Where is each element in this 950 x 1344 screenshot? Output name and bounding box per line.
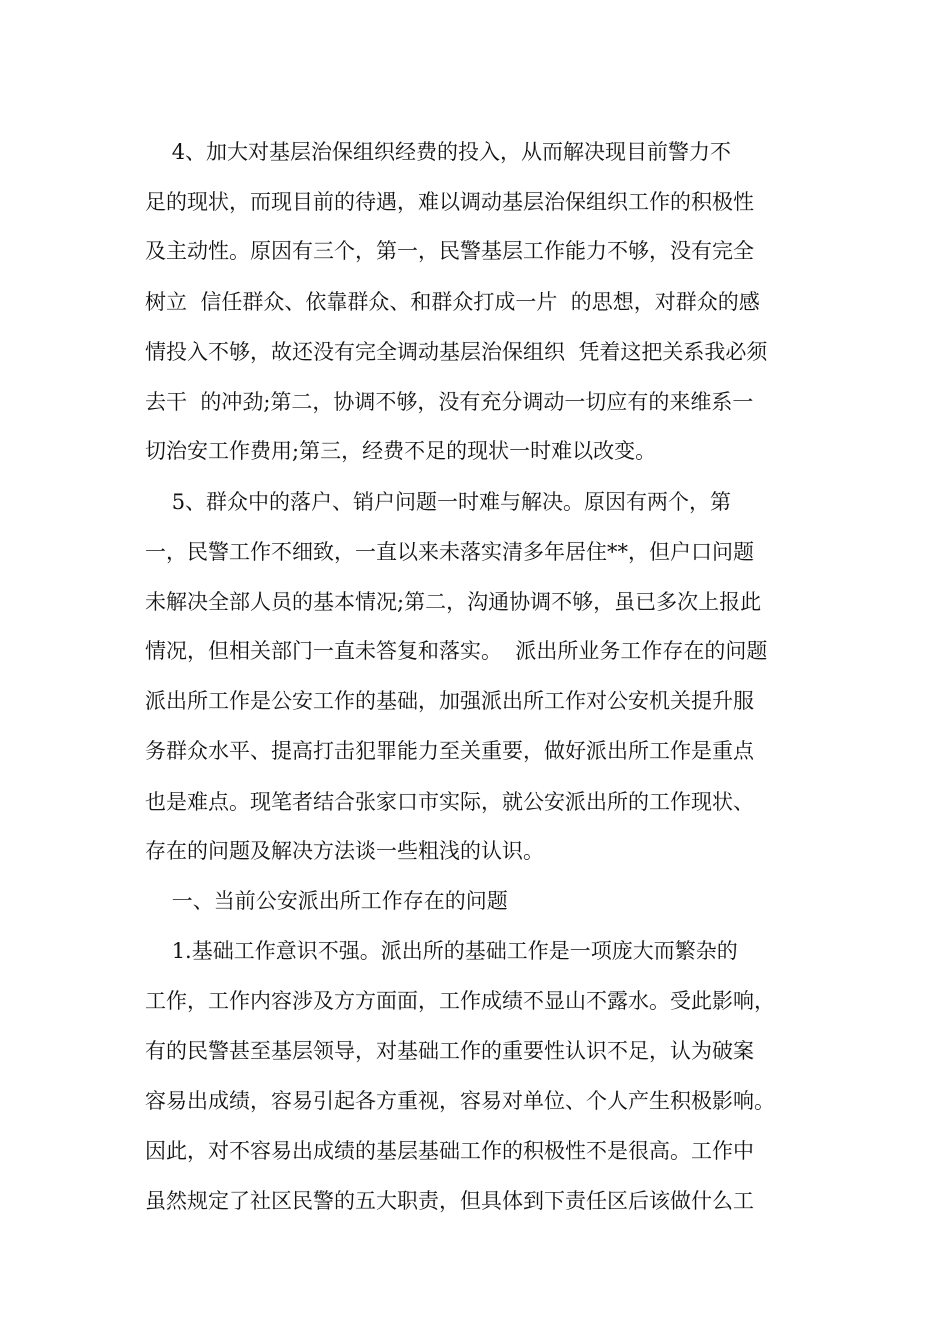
text-line: 切治安工作费用;第三，经费不足的现状一时难以改变。 xyxy=(145,439,657,463)
section-heading: 一、当前公安派出所工作存在的问题 xyxy=(145,889,508,913)
text-line: 树立 信任群众、依靠群众、和群众打成一片 的思想，对群众的感 xyxy=(145,290,760,314)
text-line: 也是难点。现笔者结合张家口市实际，就公安派出所的工作现状、 xyxy=(145,790,754,814)
text-line: 情投入不够，故还没有完全调动基层治保组织 凭着这把关系我必须 xyxy=(145,340,768,364)
text-line: 5、群众中的落户、销户问题一时难与解决。原因有两个，第 xyxy=(145,490,732,514)
text-line: 4、加大对基层治保组织经费的投入，从而解决现目前警力不 xyxy=(145,140,732,164)
text-line: 因此，对不容易出成绩的基层基础工作的积极性不是很高。工作中 xyxy=(145,1139,754,1163)
text-line: 存在的问题及解决方法谈一些粗浅的认识。 xyxy=(145,839,544,863)
text-line: 一，民警工作不细致，一直以来未落实清多年居住**，但户口问题 xyxy=(145,540,754,564)
text-line: 派出所工作是公安工作的基础，加强派出所工作对公安机关提升服 xyxy=(145,689,754,713)
text-line: 去干 的冲劲;第二，协调不够，没有充分调动一切应有的来维系一 xyxy=(145,390,754,414)
text-line: 工作，工作内容涉及方方面面，工作成绩不显山不露水。受此影响， xyxy=(145,989,775,1013)
text-line: 虽然规定了社区民警的五大职责，但具体到下责任区后该做什么工 xyxy=(145,1189,754,1213)
text-line: 未解决全部人员的基本情况;第二，沟通协调不够，虽已多次上报此 xyxy=(145,590,762,614)
text-line: 务群众水平、提高打击犯罪能力至关重要，做好派出所工作是重点 xyxy=(145,739,754,763)
text-line: 及主动性。原因有三个，第一，民警基层工作能力不够，没有完全 xyxy=(145,239,754,263)
text-line: 有的民警甚至基层领导，对基础工作的重要性认识不足，认为破案 xyxy=(145,1039,754,1063)
text-line: 容易出成绩，容易引起各方重视，容易对单位、个人产生积极影响。 xyxy=(145,1089,775,1113)
text-line: 情况，但相关部门一直未答复和落实。 派出所业务工作存在的问题 xyxy=(145,639,768,663)
text-line: 1.基础工作意识不强。派出所的基础工作是一项庞大而繁杂的 xyxy=(145,939,738,963)
text-line: 足的现状，而现目前的待遇，难以调动基层治保组织工作的积极性 xyxy=(145,190,754,214)
